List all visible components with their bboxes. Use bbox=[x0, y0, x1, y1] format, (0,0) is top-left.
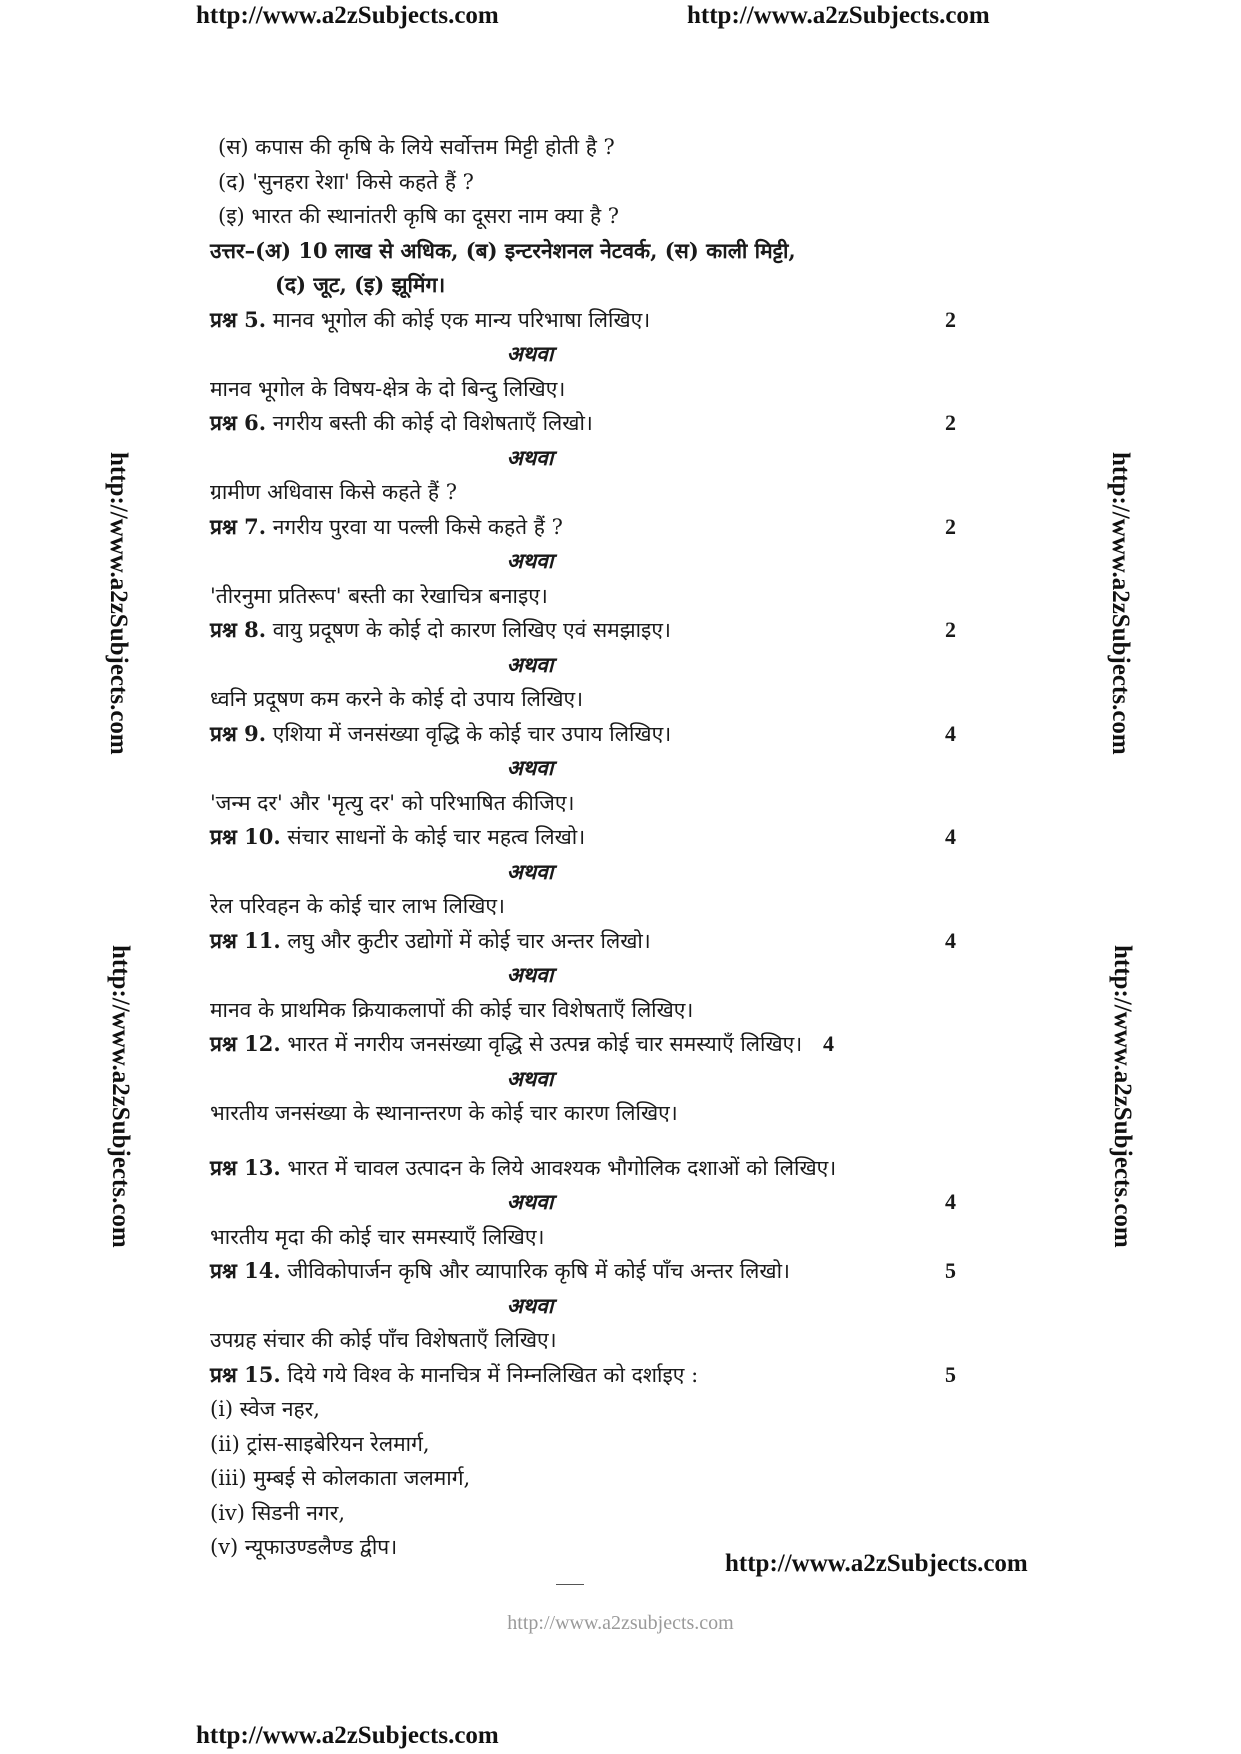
question-13 bbox=[210, 1151, 970, 1186]
or-label: अथवा bbox=[506, 548, 554, 573]
sub-question-text: 'सुनहरा रेशा' किसे कहते हैं ? bbox=[252, 169, 474, 194]
question-7 bbox=[210, 510, 970, 545]
or-label: अथवा bbox=[506, 1292, 554, 1318]
or-label: अथवा bbox=[506, 444, 554, 470]
map-item: (iii) मुम्बई से कोलकाता जलमार्ग, bbox=[210, 1466, 471, 1490]
sub-question bbox=[210, 130, 970, 165]
question-marks: 2 bbox=[945, 410, 956, 435]
alternate-question: मानव भूगोल के विषय-क्षेत्र के दो बिन्दु लिखिए। bbox=[210, 376, 566, 401]
watermark-inline-bottom-right: http://www.a2zSubjects.com bbox=[725, 1550, 1028, 1577]
question-15 bbox=[210, 1358, 970, 1393]
question-label: प्रश्न 9. bbox=[210, 720, 267, 746]
watermark-right-upper: http://www.a2zSubjects.com bbox=[1107, 452, 1134, 755]
question-marks: 4 bbox=[822, 1031, 834, 1056]
question-text: संचार साधनों के कोई चार महत्व लिखो। bbox=[287, 825, 586, 849]
alternate-question: रेल परिवहन के कोई चार लाभ लिखिए। bbox=[210, 894, 505, 918]
question-text: भारत में चावल उत्पादन के लिये आवश्यक भौगोलिक दशाओं को लिखिए। bbox=[287, 1155, 837, 1180]
sub-question-text: भारत की स्थानांतरी कृषि का दूसरा नाम क्या है ? bbox=[251, 204, 620, 228]
question-label: प्रश्न 8. bbox=[210, 617, 267, 642]
question-label: प्रश्न 12. bbox=[210, 1031, 281, 1056]
spacer bbox=[210, 1131, 970, 1151]
or-label: अथवा bbox=[506, 755, 554, 780]
question-text: जीविकोपार्जन कृषि और व्यापारिक कृषि में कोई पाँच अन्तर लिखो। bbox=[287, 1259, 790, 1283]
question-text: एशिया में जनसंख्या वृद्धि के कोई चार उपाय लिखिए। bbox=[272, 721, 672, 746]
or-label: अथवा bbox=[506, 1189, 554, 1214]
or-label: अथवा bbox=[506, 1065, 554, 1091]
sub-question-text: कपास की कृषि के लिये सर्वोत्तम मिट्टी होती है ? bbox=[255, 135, 615, 159]
question-label: प्रश्न 6. bbox=[210, 410, 267, 435]
alternate-question: 'तीरनुमा प्रतिरूप' बस्ती का रेखाचित्र बनाइए। bbox=[210, 583, 548, 608]
question-marks: 4 bbox=[945, 824, 956, 849]
or-label: अथवा bbox=[506, 858, 554, 884]
alternate-question: 'जन्म दर' और 'मृत्यु दर' को परिभाषित कीजिए। bbox=[210, 790, 575, 815]
question-paper-body bbox=[210, 130, 970, 1565]
question-text: नगरीय बस्ती की कोई दो विशेषताएँ लिखो। bbox=[272, 411, 593, 435]
question-marks: 4 bbox=[945, 720, 956, 746]
watermark-footer-faint: http://www.a2zsubjects.com bbox=[507, 1612, 734, 1634]
question-6 bbox=[210, 406, 970, 441]
sub-question-label: (स) bbox=[218, 135, 249, 159]
question-marks: 2 bbox=[945, 513, 956, 539]
question-label: प्रश्न 11. bbox=[210, 927, 281, 953]
answer-line-1: उत्तर–(अ) 10 लाख से अधिक, (ब) इन्टरनेशनल नेटवर्क, (स) काली मिट्टी, bbox=[210, 237, 796, 263]
map-item: (i) स्वेज नहर, bbox=[210, 1397, 320, 1421]
alternate-question: मानव के प्राथमिक क्रियाकलापों की कोई चार विशेषताएँ लिखिए। bbox=[210, 997, 694, 1022]
question-5 bbox=[210, 303, 970, 338]
question-9 bbox=[210, 717, 970, 752]
question-label: प्रश्न 14. bbox=[210, 1258, 281, 1283]
question-label: प्रश्न 7. bbox=[210, 513, 267, 539]
question-8 bbox=[210, 613, 970, 648]
map-item: (ii) ट्रांस-साइबेरियन रेलमार्ग, bbox=[210, 1431, 430, 1456]
alternate-question: ग्रामीण अधिवास किसे कहते हैं ? bbox=[210, 480, 457, 504]
or-label: अथवा bbox=[506, 651, 554, 677]
watermark-right-lower: http://www.a2zSubjects.com bbox=[1109, 945, 1136, 1248]
map-item: (v) न्यूफाउण्डलैण्ड द्वीप। bbox=[210, 1535, 398, 1559]
question-11 bbox=[210, 924, 970, 959]
alternate-question: उपग्रह संचार की कोई पाँच विशेषताएँ लिखिए। bbox=[210, 1328, 557, 1352]
question-text: भारत में नगरीय जनसंख्या वृद्धि से उत्पन्न कोई चार समस्याएँ लिखिए। bbox=[287, 1032, 803, 1056]
watermark-left-upper: http://www.a2zSubjects.com bbox=[105, 452, 132, 755]
sub-question-label: (द) bbox=[218, 169, 246, 194]
watermark-top-left: http://www.a2zSubjects.com bbox=[196, 2, 499, 29]
question-label: प्रश्न 5. bbox=[210, 306, 267, 332]
alternate-question: भारतीय मृदा की कोई चार समस्याएँ लिखिए। bbox=[210, 1224, 545, 1249]
question-marks: 5 bbox=[945, 1258, 956, 1283]
question-marks: 4 bbox=[945, 1189, 956, 1214]
question-marks: 4 bbox=[945, 927, 956, 953]
alternate-question: भारतीय जनसंख्या के स्थानान्तरण के कोई चार कारण लिखिए। bbox=[210, 1101, 678, 1125]
question-10 bbox=[210, 820, 970, 855]
question-text: वायु प्रदूषण के कोई दो कारण लिखिए एवं समझाइए। bbox=[272, 618, 671, 642]
or-label: अथवा bbox=[506, 962, 554, 987]
or-label: अथवा bbox=[506, 341, 554, 366]
alternate-question: ध्वनि प्रदूषण कम करने के कोई दो उपाय लिखिए। bbox=[210, 687, 584, 711]
question-text: मानव भूगोल की कोई एक मान्य परिभाषा लिखिए। bbox=[272, 307, 651, 332]
watermark-top-right: http://www.a2zSubjects.com bbox=[687, 2, 990, 29]
question-label: प्रश्न 15. bbox=[210, 1361, 281, 1387]
question-marks: 2 bbox=[945, 617, 956, 642]
sub-question bbox=[210, 165, 970, 200]
question-label: प्रश्न 10. bbox=[210, 824, 281, 849]
sub-question bbox=[210, 199, 970, 234]
question-text: लघु और कुटीर उद्योगों में कोई चार अन्तर लिखो। bbox=[287, 928, 651, 953]
or-row bbox=[210, 1185, 970, 1220]
question-text: दिये गये विश्व के मानचित्र में निम्नलिखित को दर्शाइए : bbox=[287, 1362, 699, 1387]
sub-question-label: (इ) bbox=[218, 204, 245, 228]
question-marks: 5 bbox=[945, 1361, 956, 1387]
question-text: नगरीय पुरवा या पल्ली किसे कहते हैं ? bbox=[272, 514, 563, 539]
question-14 bbox=[210, 1254, 970, 1289]
question-label: प्रश्न 13. bbox=[210, 1154, 281, 1180]
answer-line-2: (द) जूट, (इ) झूमिंग। bbox=[275, 272, 446, 297]
map-item: (iv) सिडनी नगर, bbox=[210, 1500, 346, 1525]
question-12 bbox=[210, 1027, 970, 1062]
watermark-bottom-left: http://www.a2zSubjects.com bbox=[196, 1722, 499, 1749]
question-marks: 2 bbox=[945, 306, 956, 332]
watermark-left-lower: http://www.a2zSubjects.com bbox=[107, 945, 134, 1248]
divider-dash bbox=[556, 1584, 584, 1585]
